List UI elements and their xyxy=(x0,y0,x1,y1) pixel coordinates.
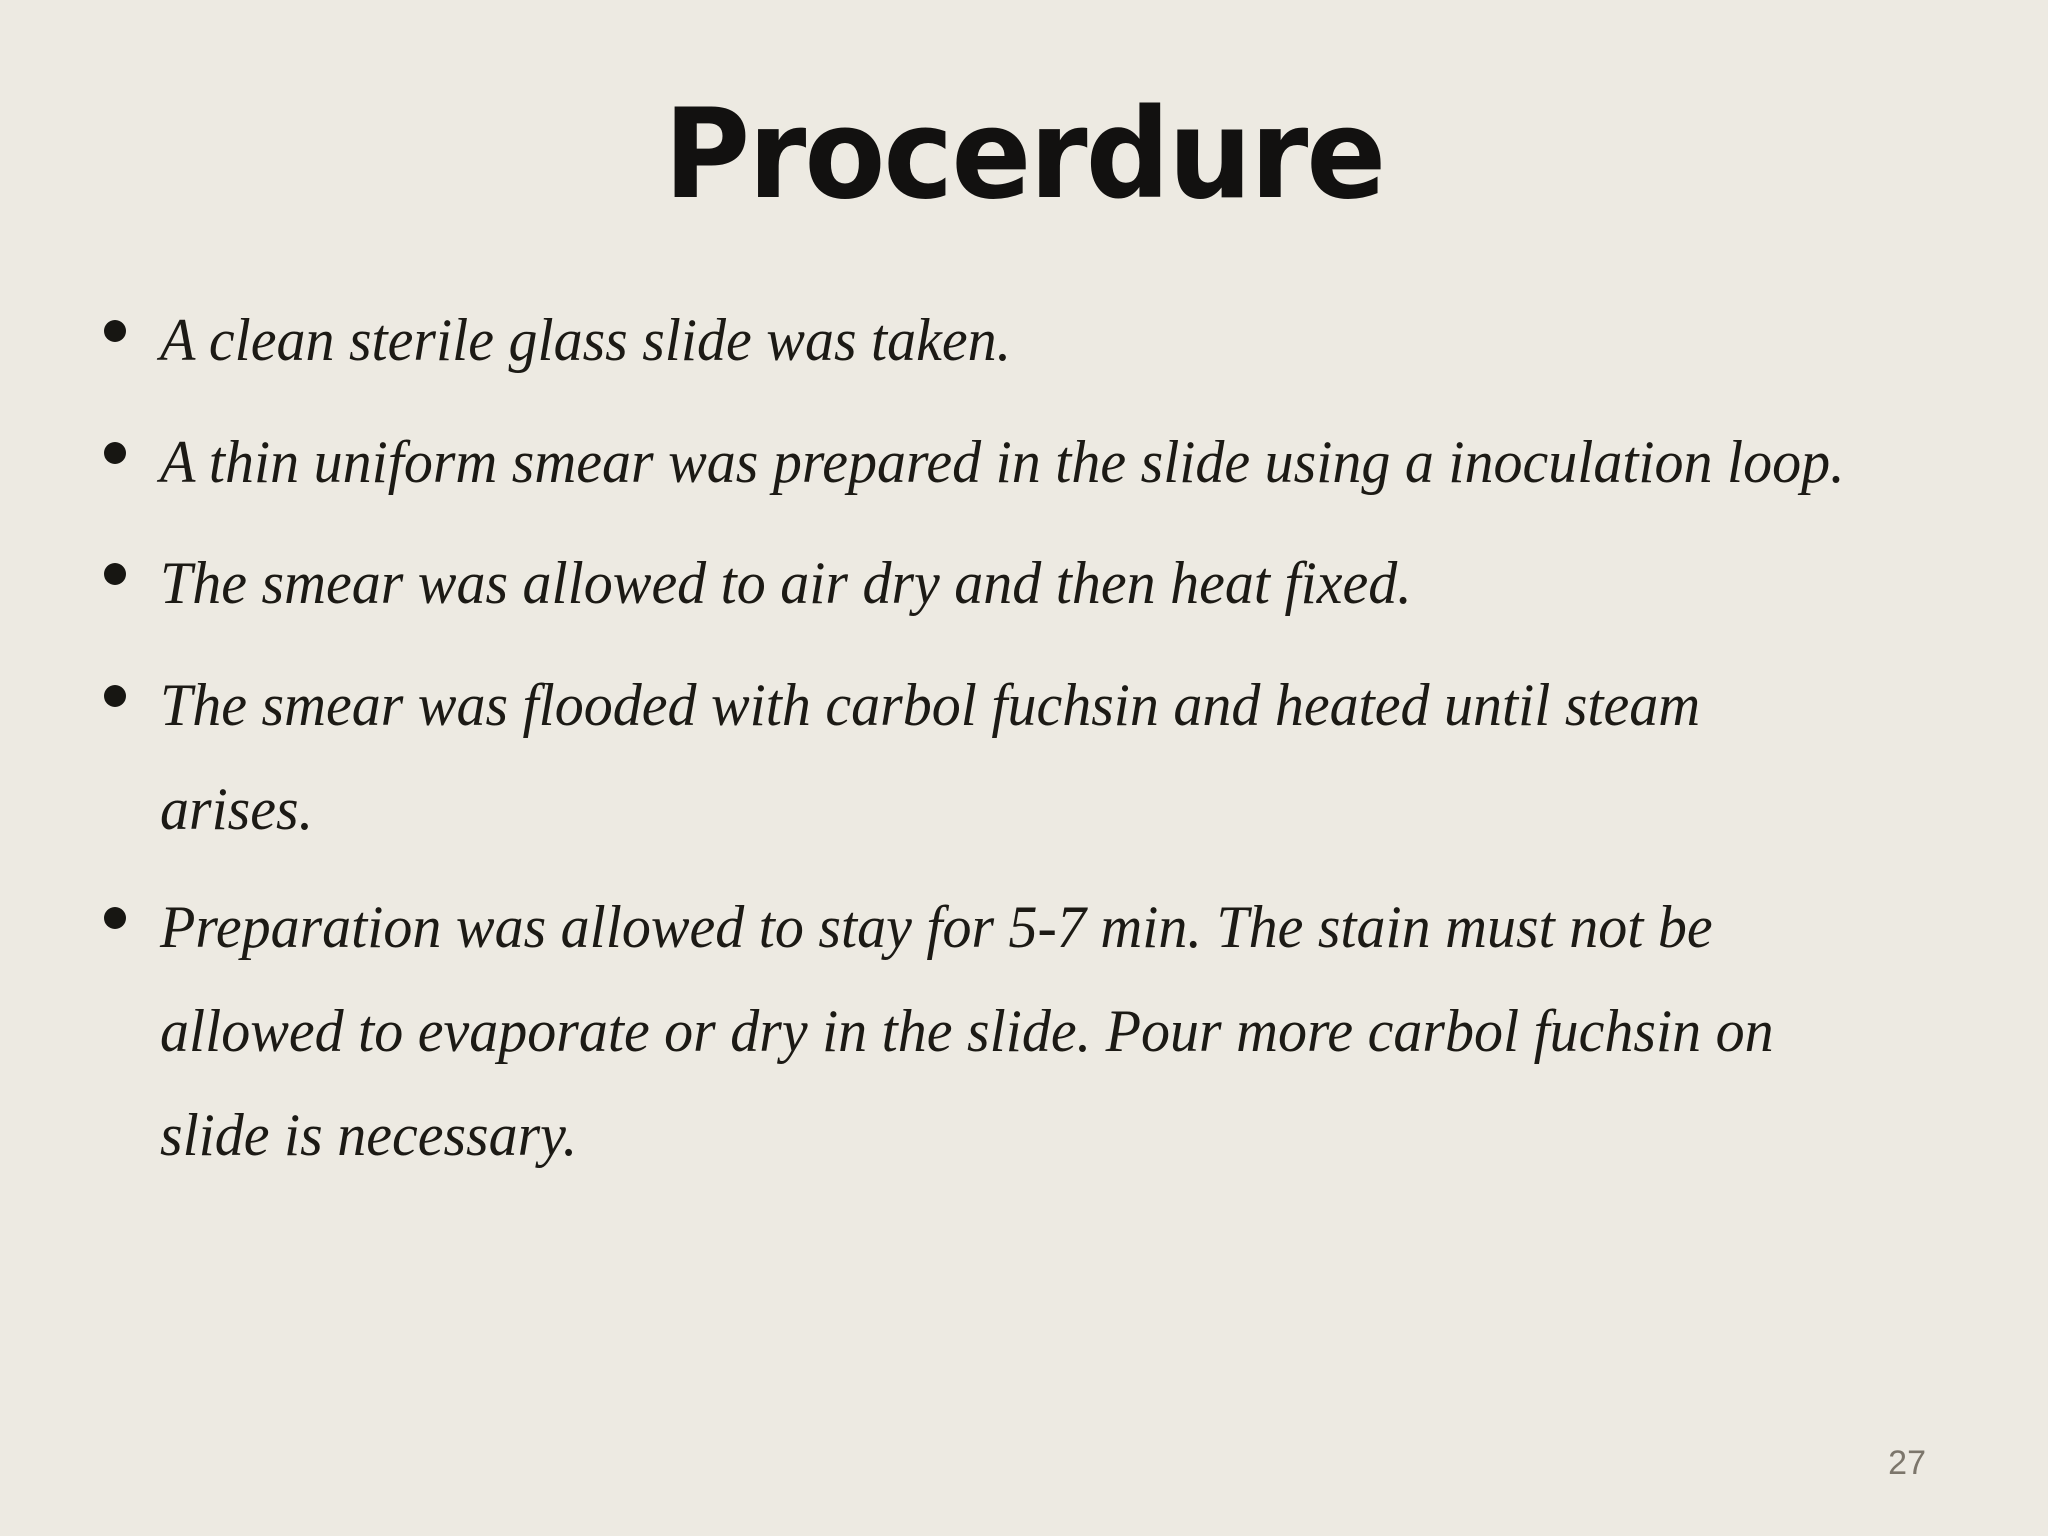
bullet-dot-icon xyxy=(104,685,126,707)
bullet-dot-icon xyxy=(104,563,126,585)
bullet-dot-icon xyxy=(104,442,126,464)
bullet-item xyxy=(104,410,1908,510)
bullet-item xyxy=(104,653,1908,853)
bullet-text: A thin uniform smear was prepared in the slide using a inoculation loop. xyxy=(160,427,1845,495)
bullet-item xyxy=(104,288,1908,388)
bullet-text: A clean sterile glass slide was taken. xyxy=(160,305,1012,374)
slide-title: Procerdure xyxy=(663,81,1385,227)
bullet-text: Preparation was allowed to stay for 5-7 min. The stain must not be allowed to evaporate or dry in the slide. Pour more carbol fuchsin on slide is necessary. xyxy=(160,892,1774,1168)
bullet-list xyxy=(0,288,2048,1174)
bullet-dot-icon xyxy=(104,320,126,342)
page-number: 27 xyxy=(1888,1444,1926,1482)
bullet-dot-icon xyxy=(104,907,126,929)
bullet-text: The smear was flooded with carbol fuchsin and heated until steam arises. xyxy=(160,670,1701,843)
bullet-text: The smear was allowed to air dry and then heat fixed. xyxy=(160,548,1412,617)
bullet-item xyxy=(104,531,1908,631)
bullet-item xyxy=(104,875,1908,1174)
